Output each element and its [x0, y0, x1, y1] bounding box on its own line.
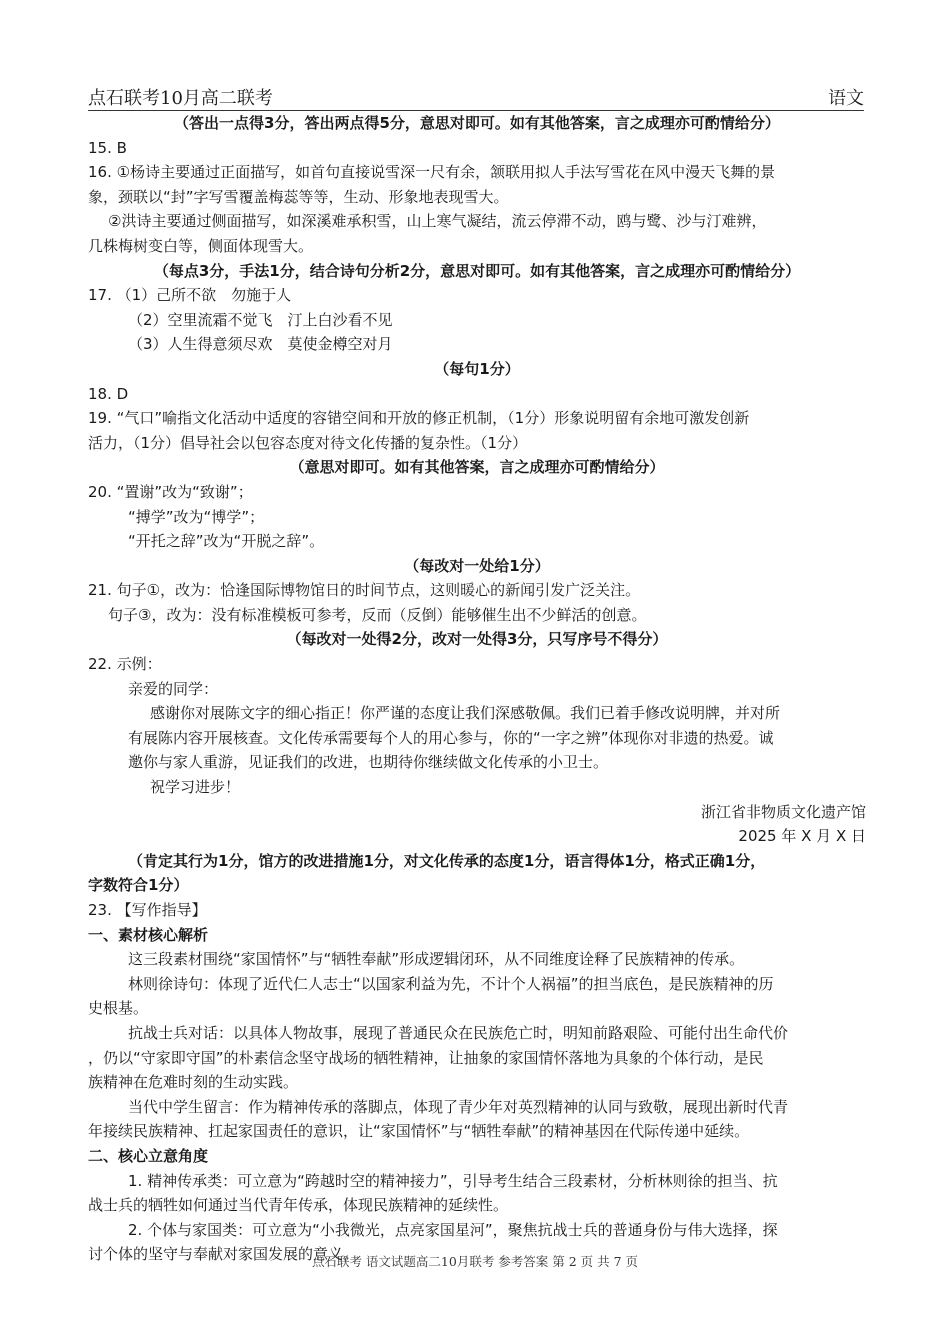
letter-closing: 祝学习进步！	[150, 778, 241, 797]
letter-body-line: 感谢你对展陈文字的细心指正！你严谨的态度让我们深感敬佩。我们已着手修改说明牌，并对所	[150, 704, 781, 723]
q20-answer-line: 20. “置谢”改为“致谢”；	[88, 482, 253, 501]
q23-body-line: 当代中学生留言：作为精神传承的落脚点，体现了青少年对英烈精神的认同与致敬，展现出新时代青	[128, 1097, 789, 1116]
q18-answer: 18. D	[88, 384, 129, 403]
q20-answer-line: “搏学”改为“博学”；	[128, 507, 265, 526]
q23-body-line: 史根基。	[88, 999, 149, 1018]
q20-scoring-note: （每改对一处给1分）	[404, 556, 550, 575]
q14-scoring-note: （答出一点得3分，答出两点得5分，意思对即可。如有其他答案，言之成理亦可酌情给分）	[174, 114, 780, 132]
page-header	[88, 84, 864, 111]
q16-answer-line: 象，颈联以“封”字写雪覆盖梅蕊等等，生动、形象地表现雪大。	[88, 187, 509, 206]
q16-answer-line: 几株梅树变白等，侧面体现雪大。	[88, 236, 314, 255]
q21-answer-line: 21. 句子①，改为：恰逢国际博物馆日的时间节点，这则暖心的新闻引发广泛关注。	[88, 581, 641, 600]
q19-scoring-note: （意思对即可。如有其他答案，言之成理亦可酌情给分）	[289, 458, 665, 477]
q19-answer-line: 19. “气口”喻指文化活动中适度的容错空间和开放的修正机制，（1分）形象说明留有余地可激发创新	[88, 409, 750, 428]
q22-scoring-note: 字数符合1分）	[88, 876, 189, 895]
q22-scoring-note: （肯定其行为1分，馆方的改进措施1分，对文化传承的态度1分，语言得体1分，格式正确1分，	[128, 851, 766, 870]
q16-scoring-note: （每点3分，手法1分，结合诗句分析2分，意思对即可。如有其他答案，言之成理亦可酌情给分）	[153, 261, 801, 280]
q17-answer-line: 17. （1）己所不欲 勿施于人	[88, 286, 292, 305]
q23-body-line: 战士兵的牺牲如何通过当代青年传承，体现民族精神的延续性。	[88, 1196, 509, 1215]
q23-body-line: 抗战士兵对话：以具体人物故事，展现了普通民众在民族危亡时，明知前路艰险、可能付出生命代价	[128, 1023, 789, 1042]
q19-answer-line: 活力，（1分）倡导社会以包容态度对待文化传播的复杂性。（1分）	[88, 433, 528, 452]
q15-answer: 15. B	[88, 138, 127, 157]
q23-body-line: 讨个体的坚守与奉献对家国发展的意义。	[88, 1245, 359, 1264]
q21-scoring-note: （每改对一处得2分，改对一处得3分，只写序号不得分）	[286, 630, 668, 649]
answer-content	[88, 111, 866, 1267]
q16-answer-line: ②洪诗主要通过侧面描写，如深溪难承积雪，山上寒气凝结，流云停滞不动，鸥与鹭、沙与汀难辨，	[108, 212, 767, 231]
q23-body-line: 年接续民族精神、扛起家国责任的意识，让“家国情怀”与“牺牲奉献”的精神基因在代际传递中延续。	[88, 1122, 750, 1141]
q23-body-line: 1. 精神传承类：可立意为“跨越时空的精神接力”，引导考生结合三段素材，分析林则徐的担当、抗	[128, 1171, 778, 1190]
q23-body-line: 族精神在危难时刻的生动实践。	[88, 1073, 299, 1092]
section-heading: 二、核心立意角度	[88, 1146, 209, 1165]
q17-answer-line: （2）空里流霜不觉飞 汀上白沙看不见	[128, 310, 393, 329]
q16-answer-line: 16. ①杨诗主要通过正面描写，如首句直接说雪深一尺有余，颔联用拟人手法写雪花在风中漫天飞舞的景	[88, 163, 776, 182]
page-footer: 点石联考 语文试题高二10月联考 参考答案 第 2 页 共 7 页	[311, 1254, 639, 1269]
q21-answer-line: 句子③，改为：没有标准模板可参考，反而（反倒）能够催生出不少鲜活的创意。	[108, 605, 647, 624]
q22-label: 22. 示例：	[88, 655, 162, 674]
q23-body-line: 2. 个体与家国类：可立意为“小我微光，点亮家国星河”，聚焦抗战士兵的普通身份与伟大选择，探	[128, 1220, 778, 1239]
letter-body-line: 有展陈内容开展核查。文化传承需要每个人的用心参与，你的“一字之辨”体现你对非遗的热爱。诚	[128, 728, 774, 747]
header-subject: 语文	[828, 88, 864, 109]
q23-body-line: ，仍以“守家即守国”的朴素信念坚守战场的牺牲精神，让抽象的家国情怀落地为具象的个体行动，是民	[88, 1048, 764, 1067]
q17-scoring-note: （每句1分）	[434, 359, 520, 378]
q23-label: 23. 【写作指导】	[88, 901, 207, 919]
letter-salutation: 亲爱的同学：	[128, 679, 219, 698]
header-exam-title: 点石联考10月高二联考	[88, 88, 273, 109]
letter-signature: 浙江省非物质文化遗产馆	[700, 802, 866, 821]
q23-body-line: 林则徐诗句：体现了近代仁人志士“以国家利益为先，不计个人祸福”的担当底色，是民族精神的历	[128, 974, 774, 993]
q23-body-line: 这三段素材围绕“家国情怀”与“牺牲奉献”形成逻辑闭环，从不同维度诠释了民族精神的传承。	[128, 950, 745, 969]
q17-answer-line: （3）人生得意须尽欢 莫使金樽空对月	[128, 335, 393, 354]
q20-answer-line: “开托之辞”改为“开脱之辞”。	[128, 532, 325, 551]
letter-body-line: 邀你与家人重游，见证我们的改进，也期待你继续做文化传承的小卫士。	[128, 753, 609, 772]
letter-date: 2025 年 X 月 X 日	[738, 827, 866, 846]
section-heading: 一、素材核心解析	[88, 925, 209, 944]
